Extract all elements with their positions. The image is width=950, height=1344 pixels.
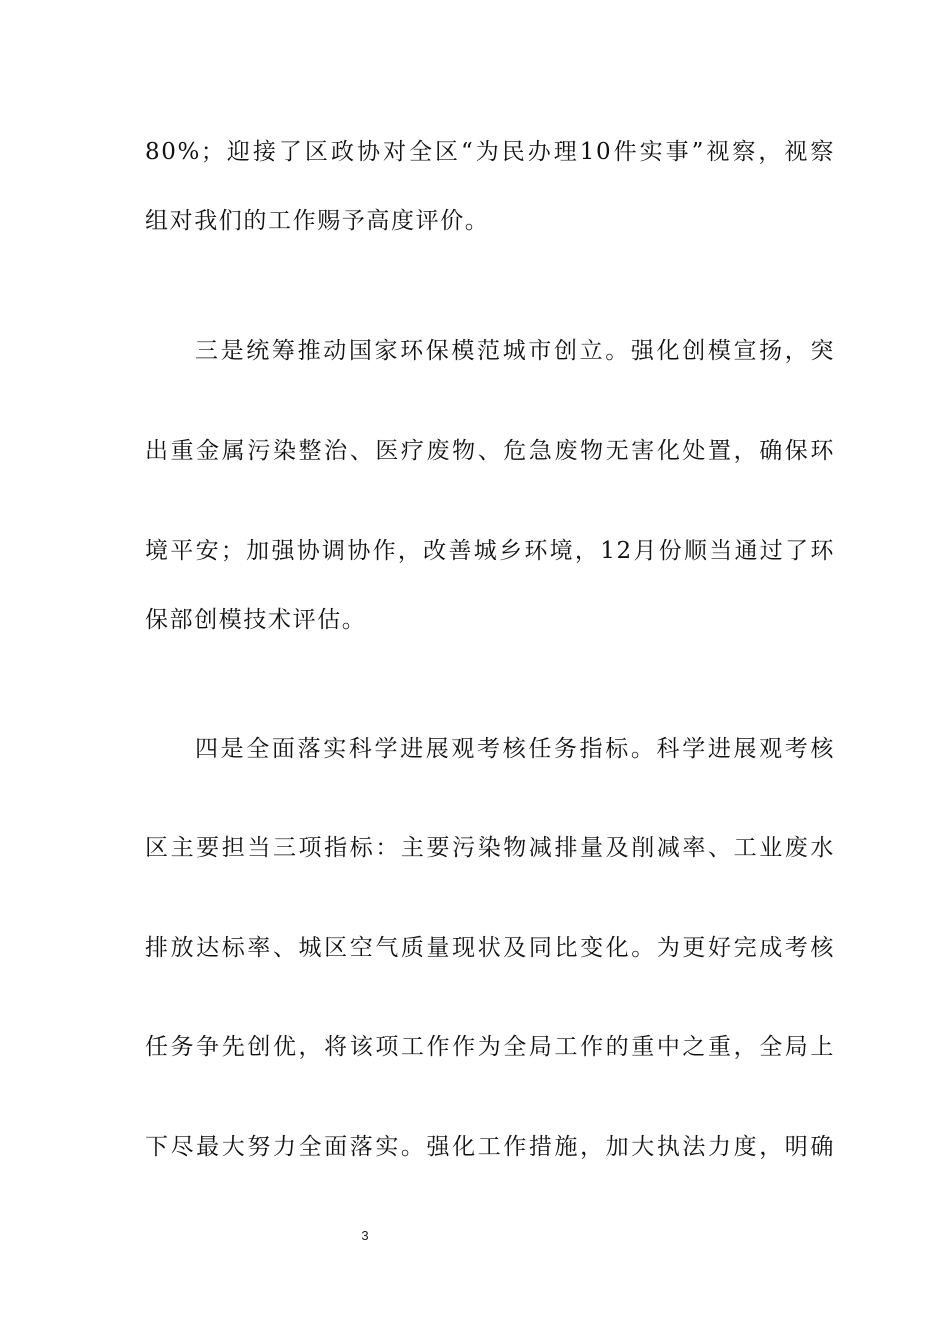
text-line: 任务争先创优，将该项工作作为全局工作的重中之重，全局上 [145, 1034, 835, 1060]
paragraph-start-line: 三是统筹推动国家环保模范城市创立。强化创模宣扬，突 [195, 338, 835, 364]
text-line: 境平安；加强协调协作，改善城乡环境，12月份顺当通过了环 [145, 538, 835, 564]
text-line: 80%；迎接了区政协对全区“为民办理10件实事”视察，视察 [145, 139, 835, 165]
text-line: 排放达标率、城区空气质量现状及同比变化。为更好完成考核 [145, 935, 835, 961]
text-line: 保部创模技术评估。 [145, 607, 367, 633]
text-line: 区主要担当三项指标：主要污染物减排量及削减率、工业废水 [145, 835, 835, 861]
text-line: 组对我们的工作赐予高度评价。 [145, 208, 490, 234]
text-line: 下尽最大努力全面落实。强化工作措施，加大执法力度，明确 [145, 1134, 835, 1160]
paragraph-start-line: 四是全面落实科学进展观考核任务指标。科学进展观考核 [195, 736, 835, 762]
text-line: 出重金属污染整治、医疗废物、危急废物无害化处置，确保环 [145, 438, 835, 464]
page-number: 3 [361, 1228, 369, 1243]
